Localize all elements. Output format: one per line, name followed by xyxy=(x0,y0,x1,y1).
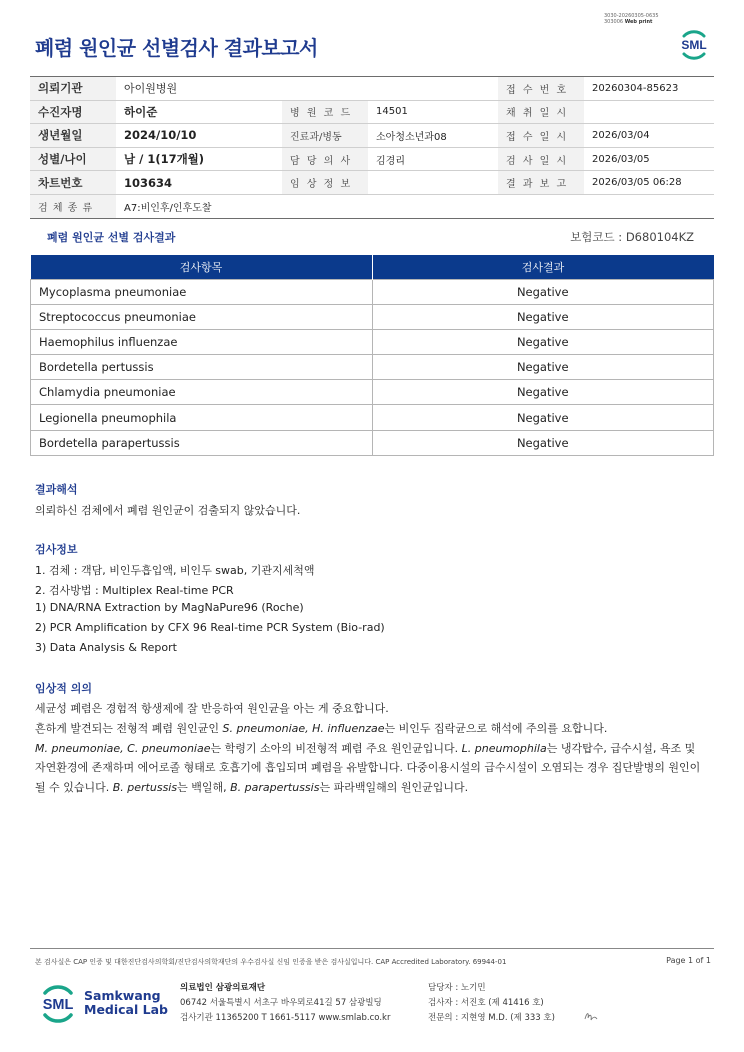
clinical-heading: 임상적 의의 xyxy=(35,682,92,695)
table-row xyxy=(31,405,714,430)
label-accession: 접 수 번 호 xyxy=(498,77,584,101)
results-header-row xyxy=(31,255,714,279)
value-accession: 20260304-85623 xyxy=(584,77,714,101)
table-row xyxy=(31,430,714,455)
test-info-line: 2) PCR Amplification by CFX 96 Real-time PCR System (Bio-rad) xyxy=(35,621,385,634)
label-chart-number: 차트번호 xyxy=(30,171,116,195)
table-row xyxy=(31,329,714,354)
value-received-time: 2026/03/04 xyxy=(584,124,714,148)
interpretation-heading: 결과해석 xyxy=(35,483,78,496)
clinical-line: 자연환경에 존재하며 에어로졸 형태로 호흡기에 흡입되며 폐렴을 유발합니다. 다중이용시설의 급수시설이 오염되는 경우 집단발병의 원인이 xyxy=(35,761,701,774)
test-result: Negative xyxy=(372,405,713,430)
clinical-line: 세균성 폐렴은 경험적 항생제에 잘 반응하여 원인균을 아는 게 중요합니다. xyxy=(35,702,389,715)
test-info-line: 2. 검사방법 : Multiplex Real-time PCR xyxy=(35,584,234,597)
table-row xyxy=(31,304,714,329)
test-item: Legionella pneumophila xyxy=(31,405,373,430)
test-result: Negative xyxy=(372,329,713,354)
value-patient-name: 하이준 xyxy=(116,100,282,124)
value-physician: 김경리 xyxy=(368,147,498,171)
test-result: Negative xyxy=(372,380,713,405)
label-department: 진료과/병동 xyxy=(282,124,368,148)
test-result: Negative xyxy=(372,304,713,329)
label-test-time: 검 사 일 시 xyxy=(498,147,584,171)
value-department: 소아청소년과08 xyxy=(368,124,498,148)
label-patient-name: 수진자명 xyxy=(30,100,116,124)
test-item: Streptococcus pneumoniae xyxy=(31,304,373,329)
value-collection-time xyxy=(584,100,714,124)
staff-line: 검사자 : 서진호 (제 41416 호) xyxy=(428,998,544,1008)
test-item: Mycoplasma pneumoniae xyxy=(31,279,373,304)
brand-name: Samkwang Medical Lab xyxy=(84,988,168,1017)
label-received-time: 접 수 일 시 xyxy=(498,124,584,148)
org-address: 06742 서울특별시 서초구 바우뫼로41길 57 삼광빌딩 xyxy=(180,998,382,1008)
page-number: Page 1 of 1 xyxy=(666,956,711,965)
label-collection-time: 채 취 일 시 xyxy=(498,100,584,124)
signature-icon xyxy=(583,1010,599,1022)
label-clinical-info: 임 상 정 보 xyxy=(282,171,368,195)
table-row xyxy=(31,355,714,380)
org-contact: 검사기관 11365200 T 1661-5117 www.smlab.co.kr xyxy=(180,1013,391,1023)
table-row xyxy=(31,279,714,304)
accreditation-note: 본 검사실은 CAP 인증 및 대한진단검사의학회/진단검사의학재단의 우수검사실 신임 인증을 받은 검사실입니다. CAP Accredited Laboratory. 69944-01 xyxy=(35,958,507,966)
label-report-time: 결 과 보 고 xyxy=(498,171,584,195)
value-hospital-code: 14501 xyxy=(368,100,498,124)
label-sex-age: 성별/나이 xyxy=(30,147,116,171)
value-report-time: 2026/03/05 06:28 xyxy=(584,171,714,195)
column-header-item: 검사항목 xyxy=(31,255,373,279)
value-requester: 아이원병원 xyxy=(116,77,282,101)
value-chart-number: 103634 xyxy=(116,171,282,195)
patient-row xyxy=(30,194,714,218)
test-result: Negative xyxy=(372,355,713,380)
table-row xyxy=(31,380,714,405)
test-result: Negative xyxy=(372,279,713,304)
org-name: 의료법인 삼광의료재단 xyxy=(180,983,266,993)
staff-line: 전문의 : 지현영 M.D. (제 333 호) xyxy=(428,1013,555,1023)
clinical-line: M. pneumoniae, C. pneumoniae는 학령기 소아의 비전형적 폐렴 주요 원인균입니다. L. pneumophila는 냉각탑수, 급수시설, 욕조 및 xyxy=(35,742,696,755)
print-code xyxy=(604,13,659,25)
patient-info-table xyxy=(30,76,714,219)
results-section-title: 폐렴 원인균 선별 검사결과 xyxy=(47,231,176,244)
column-header-result: 검사결과 xyxy=(372,255,713,279)
sml-logo-icon xyxy=(36,982,80,1026)
test-info-line: 3) Data Analysis & Report xyxy=(35,641,177,654)
clinical-line: 될 수 있습니다. B. pertussis는 백일해, B. parapertussis는 파라백일해의 원인균입니다. xyxy=(35,781,469,794)
print-code-line2: 303006 Web print xyxy=(604,19,653,25)
sml-logo-icon xyxy=(676,27,712,63)
value-test-time: 2026/03/05 xyxy=(584,147,714,171)
test-info-line: 1. 검체 : 객담, 비인두흡입액, 비인두 swab, 기관지세척액 xyxy=(35,564,315,577)
page-title: 폐렴 원인균 선별검사 결과보고서 xyxy=(35,36,318,60)
print-code-line1: 3030-20260305-0635 xyxy=(604,13,659,19)
test-result: Negative xyxy=(372,430,713,455)
label-physician: 담 당 의 사 xyxy=(282,147,368,171)
insurance-code: 보험코드 : D680104KZ xyxy=(570,230,694,244)
footer-divider xyxy=(30,948,714,949)
patient-row xyxy=(30,77,714,101)
test-item: Haemophilus influenzae xyxy=(31,329,373,354)
clinical-line: 흔하게 발견되는 전형적 폐렴 원인균인 S. pneumoniae, H. influenzae는 비인두 집락균으로 해석에 주의를 요합니다. xyxy=(35,722,608,735)
svg-text:SML: SML xyxy=(681,38,707,52)
test-info-heading: 검사정보 xyxy=(35,543,78,556)
value-specimen: A7:비인후/인후도찰 xyxy=(116,194,714,218)
patient-row xyxy=(30,124,714,148)
patient-row xyxy=(30,147,714,171)
test-item: Chlamydia pneumoniae xyxy=(31,380,373,405)
organization-info xyxy=(180,981,390,1026)
staff-info xyxy=(428,981,555,1026)
test-info-line: 1) DNA/RNA Extraction by MagNaPure96 (Roche) xyxy=(35,601,304,614)
label-hospital-code: 병 원 코 드 xyxy=(282,100,368,124)
value-sex-age: 남 / 1(17개월) xyxy=(116,147,282,171)
value-clinical-info xyxy=(368,171,498,195)
results-table xyxy=(30,255,714,456)
patient-row xyxy=(30,171,714,195)
patient-row xyxy=(30,100,714,124)
value-birthdate: 2024/10/10 xyxy=(116,124,282,148)
test-item: Bordetella parapertussis xyxy=(31,430,373,455)
interpretation-text: 의뢰하신 검체에서 폐렴 원인균이 검출되지 않았습니다. xyxy=(35,504,301,517)
test-item: Bordetella pertussis xyxy=(31,355,373,380)
label-requester: 의뢰기관 xyxy=(30,77,116,101)
svg-text:SML: SML xyxy=(42,997,74,1013)
label-specimen: 검 체 종 류 xyxy=(30,194,116,218)
label-birthdate: 생년월일 xyxy=(30,124,116,148)
staff-line: 담당자 : 노기민 xyxy=(428,983,486,993)
